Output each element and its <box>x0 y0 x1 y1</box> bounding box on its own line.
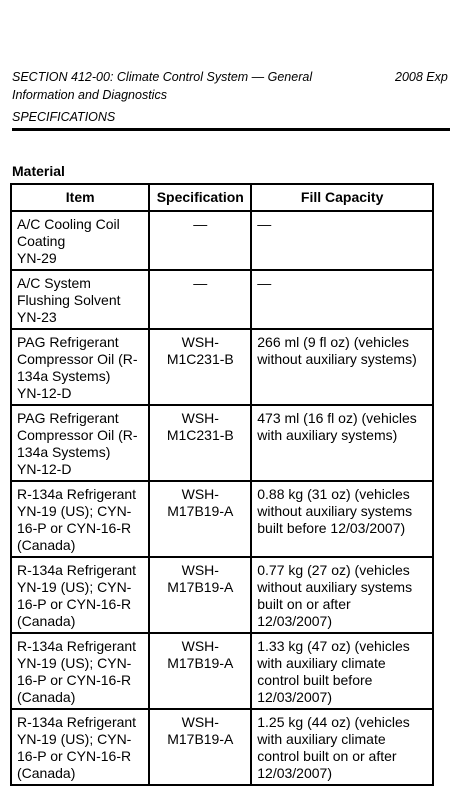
fill-capacity-cell-line: with auxiliary climate <box>257 731 386 747</box>
item-cell-line: 16-P or CYN-16-R <box>17 672 132 688</box>
fill-capacity-cell-line: without auxiliary systems <box>257 503 413 519</box>
material-spec-table <box>10 183 434 786</box>
fill-capacity-cell-line: control built before <box>257 672 373 688</box>
item-cell <box>11 329 149 405</box>
item-cell <box>11 709 149 785</box>
specification-cell <box>149 270 251 329</box>
item-cell-line: (Canada) <box>17 537 76 553</box>
column-header-item: Item <box>11 184 149 211</box>
fill-capacity-cell <box>251 709 433 785</box>
specification-cell <box>149 329 251 405</box>
model-year: 2008 Exp <box>395 70 448 84</box>
item-cell <box>11 405 149 481</box>
item-cell-line: YN-12-D <box>17 385 72 401</box>
fill-capacity-cell-line: with auxiliary climate <box>257 655 386 671</box>
item-cell-line: R-134a Refrigerant <box>17 486 137 502</box>
specification-cell-line: WSH- <box>181 638 219 654</box>
item-cell-line: Flushing Solvent <box>17 292 121 308</box>
item-cell-line: (Canada) <box>17 689 76 705</box>
section-subtitle: Information and Diagnostics <box>12 88 167 102</box>
item-cell-line: YN-23 <box>17 309 57 325</box>
fill-capacity-cell-line: 0.88 kg (31 oz) (vehicles <box>257 486 410 502</box>
fill-capacity-cell-line: — <box>257 216 272 232</box>
item-cell-line: R-134a Refrigerant <box>17 714 137 730</box>
item-cell-line: YN-19 (US); CYN- <box>17 731 132 747</box>
table-body <box>11 211 433 785</box>
item-cell-line: Compressor Oil (R- <box>17 351 138 367</box>
fill-capacity-cell <box>251 633 433 709</box>
item-cell-line: 16-P or CYN-16-R <box>17 520 132 536</box>
specification-cell <box>149 481 251 557</box>
specification-cell-line: WSH- <box>181 410 219 426</box>
item-cell-line: 134a Systems) <box>17 444 111 460</box>
fill-capacity-cell-line: 1.33 kg (47 oz) (vehicles <box>257 638 410 654</box>
item-cell-line: 134a Systems) <box>17 368 111 384</box>
fill-capacity-cell-line: 0.77 kg (27 oz) (vehicles <box>257 562 410 578</box>
item-cell <box>11 557 149 633</box>
specification-cell-line: M17B19-A <box>167 579 234 595</box>
item-cell-line: A/C System <box>17 275 91 291</box>
fill-capacity-cell-line: control built on or after <box>257 748 397 764</box>
item-cell-line: A/C Cooling Coil <box>17 216 120 232</box>
item-cell-line: PAG Refrigerant <box>17 410 119 426</box>
fill-capacity-cell <box>251 329 433 405</box>
fill-capacity-cell-line: 12/03/2007) <box>257 689 332 705</box>
specification-cell-line: — <box>193 216 208 232</box>
item-cell-line: Compressor Oil (R- <box>17 427 138 443</box>
table-row <box>11 481 433 557</box>
fill-capacity-cell-line: 1.25 kg (44 oz) (vehicles <box>257 714 410 730</box>
specification-cell-line: M17B19-A <box>167 655 234 671</box>
item-cell <box>11 633 149 709</box>
fill-capacity-cell <box>251 211 433 270</box>
fill-capacity-cell-line: 473 ml (16 fl oz) (vehicles <box>257 410 417 426</box>
material-heading: Material <box>12 163 65 179</box>
table-row <box>11 270 433 329</box>
specification-cell-line: WSH- <box>181 714 219 730</box>
page-header <box>12 68 450 126</box>
table-row <box>11 329 433 405</box>
fill-capacity-cell-line: without auxiliary systems <box>257 579 413 595</box>
fill-capacity-cell <box>251 481 433 557</box>
fill-capacity-cell-line: 12/03/2007) <box>257 613 332 629</box>
section-title: SECTION 412-00: Climate Control System — General <box>12 70 313 84</box>
item-cell-line: R-134a Refrigerant <box>17 638 137 654</box>
item-cell-line: YN-19 (US); CYN- <box>17 655 132 671</box>
fill-capacity-cell <box>251 405 433 481</box>
item-cell-line: (Canada) <box>17 613 76 629</box>
fill-capacity-cell-line: built on or after <box>257 596 351 612</box>
table-row <box>11 557 433 633</box>
fill-capacity-cell <box>251 557 433 633</box>
header-row <box>12 68 450 86</box>
fill-capacity-cell-line: 266 ml (9 fl oz) (vehicles <box>257 334 409 350</box>
table-row <box>11 405 433 481</box>
table-row <box>11 211 433 270</box>
specification-cell-line: WSH- <box>181 562 219 578</box>
category-title: SPECIFICATIONS <box>12 110 116 124</box>
specification-cell <box>149 405 251 481</box>
header-divider <box>12 128 450 131</box>
fill-capacity-cell-line: 12/03/2007) <box>257 765 332 781</box>
specification-cell-line: WSH- <box>181 334 219 350</box>
specification-cell <box>149 557 251 633</box>
specification-cell-line: M17B19-A <box>167 731 234 747</box>
item-cell-line: YN-19 (US); CYN- <box>17 503 132 519</box>
column-header-fill-capacity: Fill Capacity <box>251 184 433 211</box>
specification-cell-line: M1C231-B <box>166 427 234 443</box>
specification-cell <box>149 211 251 270</box>
item-cell-line: PAG Refrigerant <box>17 334 119 350</box>
item-cell-line: YN-29 <box>17 250 57 266</box>
fill-capacity-cell-line: — <box>257 275 272 291</box>
fill-capacity-cell <box>251 270 433 329</box>
item-cell-line: (Canada) <box>17 765 76 781</box>
specification-cell-line: — <box>193 275 208 291</box>
fill-capacity-cell-line: without auxiliary systems) <box>257 351 417 367</box>
specification-cell-line: WSH- <box>181 486 219 502</box>
table-header-row <box>11 184 433 211</box>
table-row <box>11 709 433 785</box>
item-cell <box>11 481 149 557</box>
specification-cell-line: M17B19-A <box>167 503 234 519</box>
specification-cell <box>149 709 251 785</box>
item-cell-line: 16-P or CYN-16-R <box>17 748 132 764</box>
item-cell <box>11 270 149 329</box>
item-cell-line: YN-19 (US); CYN- <box>17 579 132 595</box>
specification-cell-line: M1C231-B <box>166 351 234 367</box>
item-cell-line: YN-12-D <box>17 461 72 477</box>
table-row <box>11 633 433 709</box>
item-cell <box>11 211 149 270</box>
item-cell-line: R-134a Refrigerant <box>17 562 137 578</box>
fill-capacity-cell-line: built before 12/03/2007) <box>257 520 406 536</box>
item-cell-line: Coating <box>17 233 66 249</box>
specification-cell <box>149 633 251 709</box>
item-cell-line: 16-P or CYN-16-R <box>17 596 132 612</box>
fill-capacity-cell-line: with auxiliary systems) <box>257 427 398 443</box>
column-header-specification: Specification <box>149 184 251 211</box>
